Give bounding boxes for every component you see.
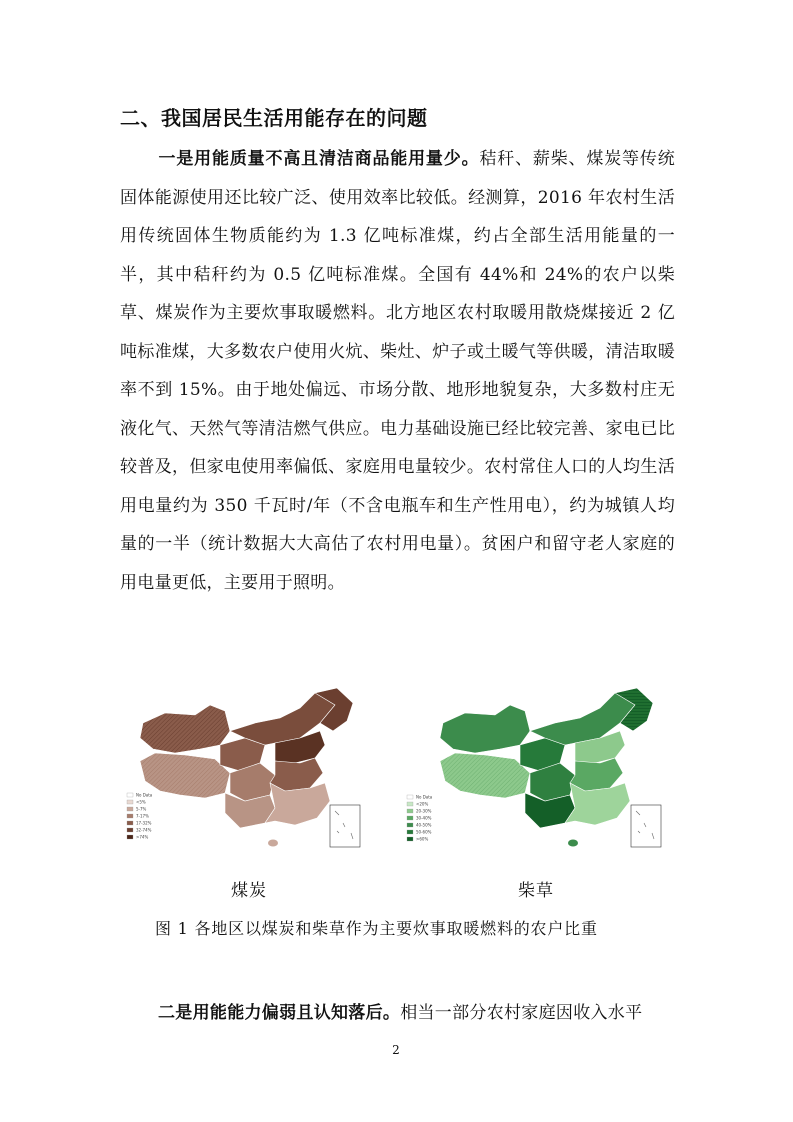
legend-label: No Data	[416, 794, 433, 800]
legend-swatch	[407, 809, 413, 813]
south-china-sea-inset	[631, 805, 661, 847]
legend-swatch	[127, 828, 133, 832]
straw-map-label: 柴草	[518, 881, 554, 901]
paragraph-1-lead: 一是用能质量不高且清洁商品能用量少。	[158, 149, 480, 169]
legend-swatch	[407, 802, 413, 806]
south-china-sea-inset	[330, 805, 360, 847]
legend-label: <5%	[136, 799, 146, 805]
paragraph-2-text: 相当一部分农村家庭因收入水平	[400, 1003, 643, 1023]
map-region-southeast	[565, 783, 630, 825]
legend-label: 32-74%	[136, 827, 152, 833]
legend-swatch	[127, 800, 133, 804]
map-region-xinjiang	[440, 705, 530, 753]
paragraph-1-text: 秸秆、薪柴、煤炭等传统固体能源使用还比较广泛、使用效率比较低。经测算，2016 年农村生活用传统固体生物质能约为 1.3 亿吨标准煤，约占全部生活用能量的一半，其中秸秆约为 0.5 亿吨标准煤。全国有 44%和 24%的农户以柴草、煤炭作为主要炊事取暖燃料。北方地区农村取暖用散烧煤接近 2 亿吨标准煤，大多数农户使用火炕、柴灶、炉子或土暖气等供暖，清洁取暖率不到 15%。由于地处偏远、市场分散、地形地貌复杂，大多数村庄无液化气、天然气等清洁燃气供应。电力基础设施已经比较完善、家电已比较普及，但家电使用率偏低、家庭用电量较少。农村常住人口的人均生活用电量约为 350 千瓦时/年（不含电瓶车和生产性用电），约为城镇人均量的一半（统计数据大大高估了农村用电量）。贫困户和留守老人家庭的用电量更低，主要用于照明。	[120, 149, 675, 593]
coal-map-legend	[127, 793, 153, 840]
legend-label: <20%	[416, 801, 429, 807]
map-region-tibet	[440, 753, 530, 798]
legend-swatch	[407, 830, 413, 834]
legend-label: >74%	[136, 834, 149, 840]
figure-caption: 图 1 各地区以煤炭和柴草作为主要炊事取暖燃料的农户比重	[155, 919, 598, 938]
section-heading: 二、我国居民生活用能存在的问题	[120, 106, 428, 130]
paragraph-1	[120, 140, 675, 602]
legend-label: 20-30%	[416, 808, 432, 814]
legend-swatch	[407, 823, 413, 827]
legend-swatch	[127, 814, 133, 818]
coal-map-label: 煤炭	[231, 881, 267, 901]
legend-swatch	[127, 835, 133, 839]
coal-map-regions	[140, 688, 353, 847]
page-number: 2	[392, 1043, 400, 1057]
map-region-xinjiang	[140, 705, 230, 753]
legend-swatch	[127, 821, 133, 825]
legend-label: 17-32%	[136, 820, 152, 826]
legend-label: 5-7%	[136, 806, 147, 812]
legend-swatch	[407, 795, 413, 799]
map-region-hainan	[568, 840, 578, 847]
map-region-tibet	[140, 753, 230, 798]
legend-label: >60%	[416, 836, 429, 842]
legend-label: 50-60%	[416, 829, 432, 835]
legend-swatch	[127, 793, 133, 797]
straw-map-legend	[407, 795, 433, 842]
paragraph-2	[120, 998, 675, 1023]
coal-map	[125, 683, 370, 863]
legend-label: 30-40%	[416, 815, 432, 821]
legend-swatch	[407, 837, 413, 841]
legend-swatch	[127, 807, 133, 811]
paragraph-2-lead: 二是用能能力偏弱且认知落后。	[158, 1003, 401, 1023]
legend-label: 7-17%	[136, 813, 149, 819]
straw-map-regions	[440, 688, 653, 847]
map-region-southeast	[265, 783, 330, 825]
legend-label: 40-50%	[416, 822, 432, 828]
map-region-hainan	[268, 840, 278, 847]
legend-swatch	[407, 816, 413, 820]
legend-label: No Data	[136, 792, 153, 798]
straw-map	[403, 683, 668, 863]
